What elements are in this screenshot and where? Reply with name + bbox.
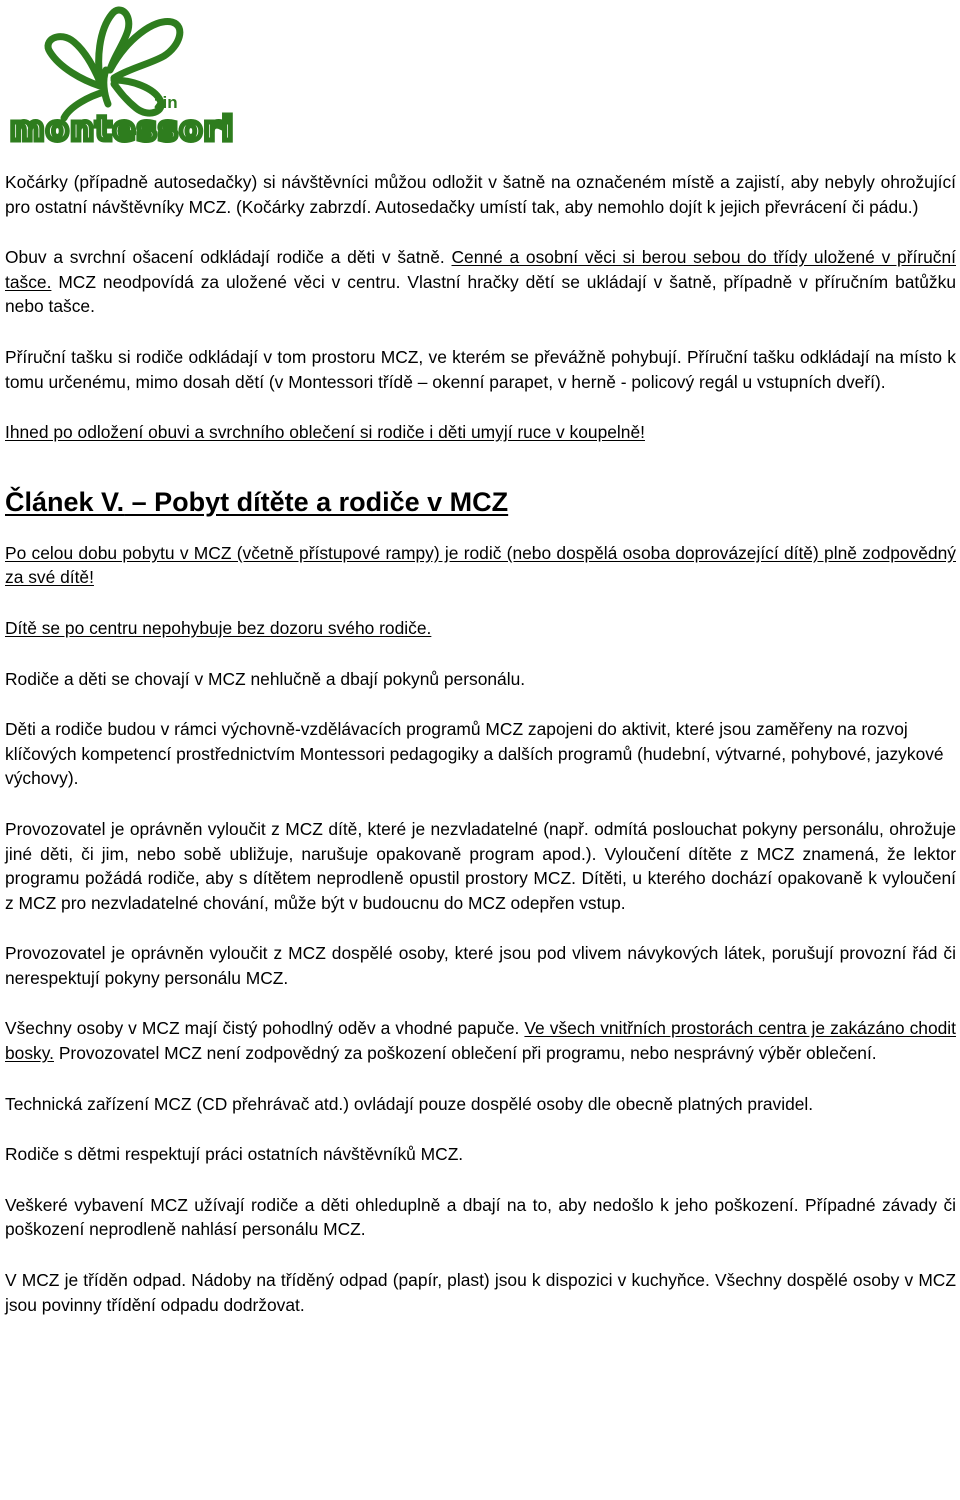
paragraph-respect: Rodiče s dětmi respektují práci ostatních návštěvníků MCZ. bbox=[5, 1144, 464, 1165]
paragraph-exclusion-adult: Provozovatel je oprávněn vyloučit z MCZ dospělé osoby, které jsou pod vlivem návykových látek, porušují provozní řád či nerespektují pokyny personálu MCZ. bbox=[5, 943, 956, 988]
underlined-text: Po celou dobu pobytu v MCZ (včetně přístupové rampy) je rodič (nebo dospělá osoba doprovázející dítě) plně zodpovědný za své dítě! bbox=[5, 542, 956, 588]
underlined-text: Ihned po odložení obuvi a svrchního oblečení si rodiče i děti umyjí ruce v koupelně! bbox=[5, 422, 645, 443]
paragraph-devices: Technická zařízení MCZ (CD přehrávač atd.) ovládají pouze dospělé osoby dle obecně platných pravidel. bbox=[5, 1093, 814, 1114]
montessori-logo bbox=[4, 0, 236, 148]
paragraph-handbag: Příruční tašku si rodiče odkládají v tom prostoru MCZ, ve kterém se převážně pohybují. Příruční tašku odkládají na místo k tomu určenému, mimo dosah dětí (v Montessori třídě – okenní parapet, v herně - policový regál u vstupních dveří). bbox=[5, 346, 956, 392]
article-number: Článek V. bbox=[5, 486, 125, 517]
logo-prefix: zin bbox=[154, 93, 178, 112]
document-body bbox=[5, 170, 956, 1343]
paragraph-exclusion-child: Provozovatel je oprávněn vyloučit z MCZ dítě, které je nezvladatelné (např. odmítá poslouchat pokyny personálu, ohrožuje jiné děti, či jim, nebo sobě ubližuje, narušuje opakovaně program apod.). Vyloučení dítěte z MCZ znamená, že lektor programu požádá rodiče, aby s dítětem neprodleně opustil prostory MCZ. Dítěti, u kterého dochází opakovaně k vyloučení z MCZ pro nezvladatelné chování, může být v budoucnu do MCZ odepřen vstup. bbox=[5, 818, 956, 913]
paragraph-strollers: Kočárky (případně autosedačky) si návštěvníci můžou odložit v šatně na označeném místě a zajistí, aby nebyly ohrožující pro ostatní návštěvníky MCZ. (Kočárky zabrzdí. Autosedačky umístí tak, aby nemohlo dojít k jejich převrácení či pádu.) bbox=[5, 172, 956, 217]
underlined-text: Dítě se po centru nepohybuje bez dozoru svého rodiče. bbox=[5, 617, 432, 638]
paragraph-supervision bbox=[5, 616, 956, 641]
paragraph-responsibility bbox=[5, 541, 956, 590]
paragraph-shoes bbox=[5, 245, 956, 319]
paragraph-programs: Děti a rodiče budou v rámci výchovně-vzdělávacích programů MCZ zapojeni do aktivit, které jsou zaměřeny na rozvoj klíčových kompetencí prostřednictvím Montessori pedagogiky a dalších programů (hudební, výtvarné, pohybové, jazykové výchovy). bbox=[5, 719, 944, 789]
logo-wordmark: montessori bbox=[10, 109, 232, 148]
paragraph-behaviour: Rodiče a děti se chovají v MCZ nehlučně a dbají pokynů personálu. bbox=[5, 668, 526, 689]
paragraph-waste: V MCZ je tříděn odpad. Nádoby na tříděný odpad (papír, plast) jsou k dispozici v kuchyňce. Všechny dospělé osoby v MCZ jsou povinny třídění odpadu dodržovat. bbox=[5, 1270, 956, 1315]
article-title: – Pobyt dítěte a rodiče v MCZ bbox=[124, 486, 509, 517]
underlined-text: Ve všech vnitřních prostorách centra je zakázáno chodit bosky. bbox=[5, 1018, 956, 1064]
text-run: Obuv a svrchní ošacení odkládají rodiče a děti v šatně. bbox=[5, 247, 452, 268]
paragraph-equipment: Veškeré vybavení MCZ užívají rodiče a děti ohleduplně a dbají na to, aby nedošlo k jeho poškození. Případné závady či poškození neprodleně nahlásí personálu MCZ. bbox=[5, 1194, 956, 1240]
text-run: Všechny osoby v MCZ mají čistý pohodlný oděv a vhodné papuče. bbox=[5, 1018, 525, 1039]
paragraph-handwash bbox=[5, 420, 956, 445]
underlined-text: Cenné a osobní věci si berou sebou do třídy uložené v příruční tašce. bbox=[5, 247, 956, 292]
text-run: Provozovatel MCZ není zodpovědný za poškození oblečení při programu, nebo nesprávný výběr oblečení. bbox=[53, 1043, 877, 1064]
text-run: MCZ neodpovídá za uložené věci v centru. Vlastní hračky dětí se ukládají v šatně, případně v příručním batůžku nebo tašce. bbox=[5, 271, 956, 317]
paragraph-clothing bbox=[5, 1016, 956, 1065]
article-heading bbox=[5, 485, 956, 519]
